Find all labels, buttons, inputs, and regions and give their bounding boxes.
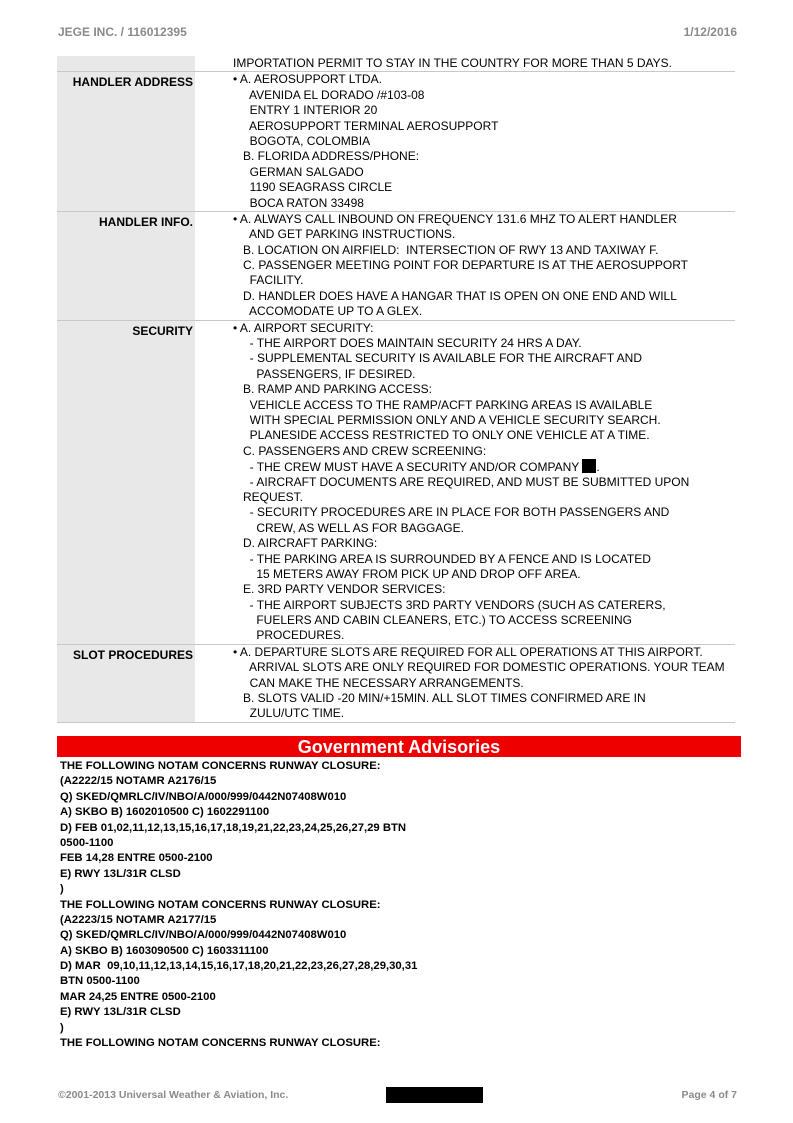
row-text-line xyxy=(233,227,735,242)
row-text-line xyxy=(233,536,735,551)
row-text-line xyxy=(233,628,735,643)
line-suffix: . xyxy=(596,460,600,475)
redaction-block xyxy=(582,459,596,473)
notam-line: D) MAR 09,10,11,12,13,14,15,16,17,18,20,21,22,23,26,27,28,29,30,31 xyxy=(60,960,418,973)
row-content xyxy=(195,212,735,320)
line-text: ACCOMODATE UP TO A GLEX. xyxy=(233,304,423,319)
line-text: - THE CREW MUST HAVE A SECURITY AND/OR COMPANY xyxy=(233,460,583,475)
info-row xyxy=(57,212,735,321)
notam-line: E) RWY 13L/31R CLSD xyxy=(60,867,181,880)
row-text-line xyxy=(233,103,735,118)
line-text: B. RAMP AND PARKING ACCESS: xyxy=(233,382,432,397)
row-text-line xyxy=(233,180,735,195)
notam-line: Q) SKED/QMRLC/IV/NBO/A/000/999/0442N07408W010 xyxy=(60,790,347,803)
line-text: C. PASSENGER MEETING POINT FOR DEPARTURE IS AT THE AEROSUPPORT xyxy=(233,258,688,273)
row-text-line xyxy=(233,88,735,103)
row-content xyxy=(195,321,735,644)
row-text-line xyxy=(233,165,735,180)
row-label xyxy=(57,56,195,71)
line-text: VEHICLE ACCESS TO THE RAMP/ACFT PARKING AREAS IS AVAILABLE xyxy=(233,397,653,412)
row-text-line xyxy=(233,521,735,536)
row-text-line xyxy=(233,351,735,366)
line-text: C. PASSENGERS AND CREW SCREENING: xyxy=(233,443,487,458)
row-text-line xyxy=(233,336,735,351)
line-text: AVENIDA EL DORADO /#103-08 xyxy=(233,87,425,102)
row-text-line xyxy=(233,382,735,397)
notam-line: FEB 14,28 ENTRE 0500-2100 xyxy=(60,852,213,865)
line-text: CAN MAKE THE NECESSARY ARRANGEMENTS. xyxy=(233,675,524,690)
row-text-line xyxy=(233,367,735,382)
line-text: E. 3RD PARTY VENDOR SERVICES: xyxy=(233,582,446,597)
notam-line: D) FEB 01,02,11,12,13,15,16,17,18,19,21,22,23,24,25,26,27,29 BTN xyxy=(60,821,407,834)
line-text: 1190 SEAGRASS CIRCLE xyxy=(233,180,393,195)
row-content xyxy=(195,645,735,722)
line-text: - SECURITY PROCEDURES ARE IN PLACE FOR BOTH PASSENGERS AND xyxy=(233,505,670,520)
footer-redaction-block xyxy=(386,1087,483,1103)
line-text: - THE AIRPORT SUBJECTS 3RD PARTY VENDORS (SUCH AS CATERERS, xyxy=(233,597,666,612)
row-text-line xyxy=(233,660,735,675)
header-date: 1/12/2016 xyxy=(683,25,737,39)
footer-page-number: Page 4 of 7 xyxy=(681,1089,737,1101)
row-text-line xyxy=(233,196,735,211)
info-row xyxy=(57,56,735,72)
government-advisories-title: Government Advisories xyxy=(57,736,741,757)
row-text-line xyxy=(233,304,735,319)
notam-line: 0500-1100 xyxy=(60,836,114,849)
notam-line: ) xyxy=(60,1021,64,1034)
line-text: FUELERS AND CABIN CLEANERS, ETC.) TO ACCESS SCREENING xyxy=(233,613,632,628)
line-text: D. HANDLER DOES HAVE A HANGAR THAT IS OPEN ON ONE END AND WILL xyxy=(233,288,677,303)
row-text-line xyxy=(233,490,735,505)
line-text: • A. DEPARTURE SLOTS ARE REQUIRED FOR ALL OPERATIONS AT THIS AIRPORT. xyxy=(233,644,703,659)
info-row xyxy=(57,72,735,212)
row-text-line xyxy=(233,598,735,613)
line-text: ZULU/UTC TIME. xyxy=(233,706,345,721)
line-text: PROCEDURES. xyxy=(233,628,345,643)
row-text-line xyxy=(233,459,735,474)
row-text-line xyxy=(233,212,735,227)
line-text: REQUEST. xyxy=(233,489,304,504)
line-text: B. FLORIDA ADDRESS/PHONE: xyxy=(233,149,420,164)
line-text: - THE AIRPORT DOES MAINTAIN SECURITY 24 HRS A DAY. xyxy=(233,336,582,351)
row-label: SLOT PROCEDURES xyxy=(57,645,195,722)
notam-line: Q) SKED/QMRLC/IV/NBO/A/000/999/0442N07408W010 xyxy=(60,929,347,942)
row-text-line xyxy=(233,706,735,721)
line-text: PLANESIDE ACCESS RESTRICTED TO ONLY ONE VEHICLE AT A TIME. xyxy=(233,428,650,443)
notam-line: MAR 24,25 ENTRE 0500-2100 xyxy=(60,990,216,1003)
line-text: IMPORTATION PERMIT TO STAY IN THE COUNTRY FOR MORE THAN 5 DAYS. xyxy=(233,56,672,70)
line-text: • A. AEROSUPPORT LTDA. xyxy=(233,72,382,87)
notam-line: ) xyxy=(60,883,64,896)
notam-line: BTN 0500-1100 xyxy=(60,975,140,988)
row-text-line xyxy=(233,56,735,71)
line-text: CREW, AS WELL AS FOR BAGGAGE. xyxy=(233,520,464,535)
line-text: • A. AIRPORT SECURITY: xyxy=(233,320,374,335)
row-text-line xyxy=(233,444,735,459)
row-text-line xyxy=(233,676,735,691)
row-text-line xyxy=(233,475,735,490)
line-text: • A. ALWAYS CALL INBOUND ON FREQUENCY 131.6 MHZ TO ALERT HANDLER xyxy=(233,211,677,226)
row-text-line xyxy=(233,428,735,443)
row-text-line xyxy=(233,149,735,164)
info-row xyxy=(57,321,735,645)
row-text-line xyxy=(233,645,735,660)
line-text: AND GET PARKING INSTRUCTIONS. xyxy=(233,227,456,242)
line-text: GERMAN SALGADO xyxy=(233,164,364,179)
line-text: D. AIRCRAFT PARKING: xyxy=(233,536,378,551)
row-text-line xyxy=(233,582,735,597)
row-text-line xyxy=(233,243,735,258)
row-text-line xyxy=(233,505,735,520)
notam-line: (A2222/15 NOTAMR A2176/15 xyxy=(60,775,217,788)
info-row xyxy=(57,645,735,723)
line-text: WITH SPECIAL PERMISSION ONLY AND A VEHICLE SECURITY SEARCH. xyxy=(233,412,661,427)
row-text-line xyxy=(233,398,735,413)
row-text-line xyxy=(233,691,735,706)
line-text: ENTRY 1 INTERIOR 20 xyxy=(233,103,378,118)
line-text: FACILITY. xyxy=(233,273,304,288)
row-text-line xyxy=(233,72,735,87)
notam-line: E) RWY 13L/31R CLSD xyxy=(60,1006,181,1019)
row-text-line xyxy=(233,289,735,304)
row-text-line xyxy=(233,119,735,134)
line-text: - THE PARKING AREA IS SURROUNDED BY A FENCE AND IS LOCATED xyxy=(233,551,651,566)
line-text: 15 METERS AWAY FROM PICK UP AND DROP OFF AREA. xyxy=(233,566,581,581)
line-text: - AIRCRAFT DOCUMENTS ARE REQUIRED, AND MUST BE SUBMITTED UPON xyxy=(233,474,690,489)
header-company: JEGE INC. / 116012395 xyxy=(58,25,187,39)
row-text-line xyxy=(233,134,735,149)
row-content xyxy=(195,56,735,71)
notam-line: A) SKBO B) 1603090500 C) 1603311100 xyxy=(60,944,269,957)
row-text-line xyxy=(233,413,735,428)
line-text: BOGOTA, COLOMBIA xyxy=(233,133,371,148)
notam-list xyxy=(60,759,417,1051)
notam-line: (A2223/15 NOTAMR A2177/15 xyxy=(60,913,217,926)
footer-copyright: ©2001-2013 Universal Weather & Aviation, Inc. xyxy=(58,1089,289,1101)
line-text: B. LOCATION ON AIRFIELD: INTERSECTION OF RWY 13 AND TAXIWAY F. xyxy=(233,242,659,257)
line-text: PASSENGERS, IF DESIRED. xyxy=(233,366,416,381)
airport-info-table xyxy=(57,56,735,723)
notam-line: THE FOLLOWING NOTAM CONCERNS RUNWAY CLOSURE: xyxy=(60,1037,381,1050)
line-text: - SUPPLEMENTAL SECURITY IS AVAILABLE FOR THE AIRCRAFT AND xyxy=(233,351,642,366)
row-text-line xyxy=(233,552,735,567)
line-text: B. SLOTS VALID -20 MIN/+15MIN. ALL SLOT TIMES CONFIRMED ARE IN xyxy=(233,691,646,706)
row-content xyxy=(195,72,735,211)
line-text: ARRIVAL SLOTS ARE ONLY REQUIRED FOR DOMESTIC OPERATIONS. YOUR TEAM xyxy=(233,660,725,675)
notam-line: THE FOLLOWING NOTAM CONCERNS RUNWAY CLOSURE: xyxy=(60,760,381,772)
row-label: HANDLER INFO. xyxy=(57,212,195,320)
row-text-line xyxy=(233,258,735,273)
row-label: SECURITY xyxy=(57,321,195,644)
row-text-line xyxy=(233,273,735,288)
row-text-line xyxy=(233,613,735,628)
row-text-line xyxy=(233,567,735,582)
line-text: AEROSUPPORT TERMINAL AEROSUPPORT xyxy=(233,118,499,133)
notam-line: THE FOLLOWING NOTAM CONCERNS RUNWAY CLOSURE: xyxy=(60,898,381,911)
notam-line: A) SKBO B) 1602010500 C) 1602291100 xyxy=(60,806,270,819)
row-label: HANDLER ADDRESS xyxy=(57,72,195,211)
line-text: BOCA RATON 33498 xyxy=(233,195,364,210)
row-text-line xyxy=(233,321,735,336)
